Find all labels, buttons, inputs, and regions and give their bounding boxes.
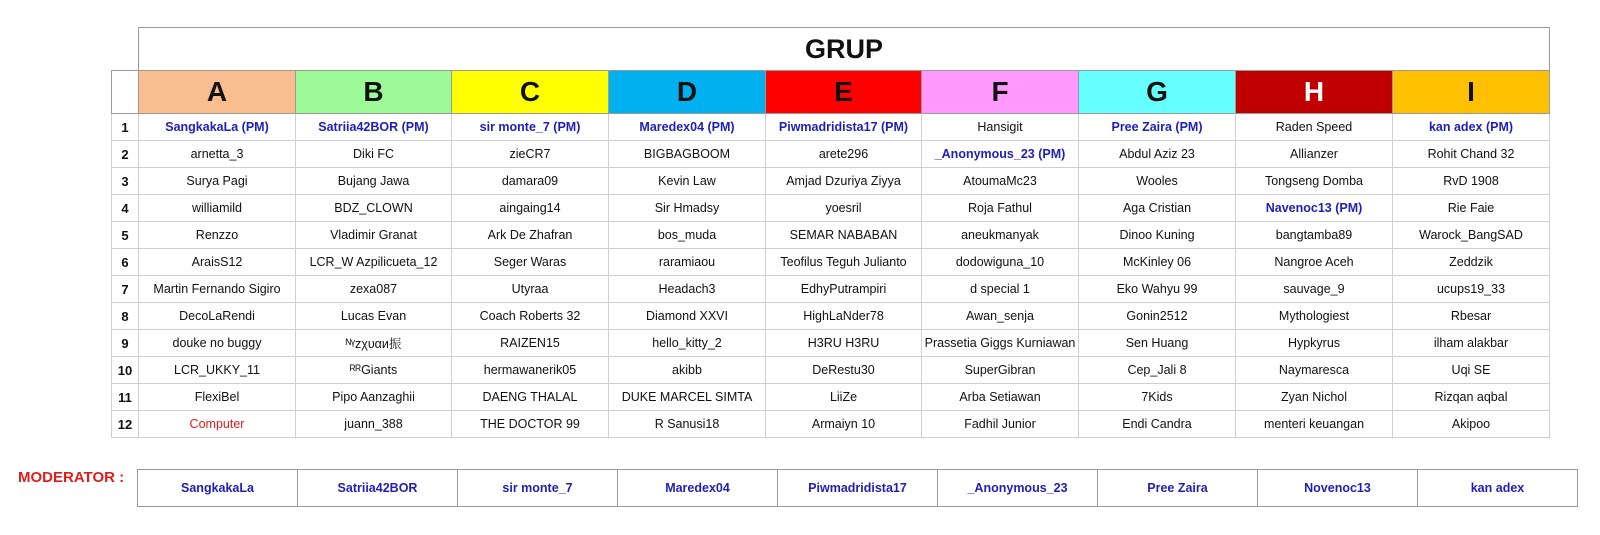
moderator-name: kan adex bbox=[1418, 470, 1578, 507]
player-cell: McKinley 06 bbox=[1079, 249, 1236, 276]
player-cell: EdhyPutrampiri bbox=[766, 276, 922, 303]
player-cell: Gonin2512 bbox=[1079, 303, 1236, 330]
player-cell: Armaiyn 10 bbox=[766, 411, 922, 438]
player-cell: FlexiBel bbox=[139, 384, 296, 411]
player-cell: Naymaresca bbox=[1236, 357, 1393, 384]
player-cell: Wooles bbox=[1079, 168, 1236, 195]
group-header-a: A bbox=[139, 71, 296, 114]
player-cell: juann_388 bbox=[296, 411, 452, 438]
player-cell: Sen Huang bbox=[1079, 330, 1236, 357]
player-cell: raramiaou bbox=[609, 249, 766, 276]
player-cell: LiiZe bbox=[766, 384, 922, 411]
player-cell: RvD 1908 bbox=[1393, 168, 1550, 195]
moderator-name: Maredex04 bbox=[618, 470, 778, 507]
group-header-f: F bbox=[922, 71, 1079, 114]
player-cell: SangkakaLa (PM) bbox=[139, 114, 296, 141]
player-cell: Aga Cristian bbox=[1079, 195, 1236, 222]
player-cell: damara09 bbox=[452, 168, 609, 195]
player-cell: Cep_Jali 8 bbox=[1079, 357, 1236, 384]
player-cell: Computer bbox=[139, 411, 296, 438]
moderator-row bbox=[138, 470, 1578, 507]
row-number: 11 bbox=[112, 384, 139, 411]
player-cell: Diamond XXVI bbox=[609, 303, 766, 330]
player-cell: sir monte_7 (PM) bbox=[452, 114, 609, 141]
player-cell: HighLaNder78 bbox=[766, 303, 922, 330]
player-cell: williamild bbox=[139, 195, 296, 222]
player-cell: Warock_BangSAD bbox=[1393, 222, 1550, 249]
player-cell: Coach Roberts 32 bbox=[452, 303, 609, 330]
moderator-name: Piwmadridista17 bbox=[778, 470, 938, 507]
row-number: 2 bbox=[112, 141, 139, 168]
player-cell: THE DOCTOR 99 bbox=[452, 411, 609, 438]
player-cell: DecoLaRendi bbox=[139, 303, 296, 330]
player-cell: Pipo Aanzaghii bbox=[296, 384, 452, 411]
group-header-h: H bbox=[1236, 71, 1393, 114]
player-cell: Endi Candra bbox=[1079, 411, 1236, 438]
player-cell: Abdul Aziz 23 bbox=[1079, 141, 1236, 168]
player-cell: Teofilus Teguh Julianto bbox=[766, 249, 922, 276]
player-cell: Tongseng Domba bbox=[1236, 168, 1393, 195]
player-cell: Rizqan aqbal bbox=[1393, 384, 1550, 411]
player-cell: dodowiguna_10 bbox=[922, 249, 1079, 276]
row-number: 1 bbox=[112, 114, 139, 141]
player-cell: Hypkyrus bbox=[1236, 330, 1393, 357]
player-cell: Pree Zaira (PM) bbox=[1079, 114, 1236, 141]
group-table bbox=[111, 27, 1550, 438]
player-cell: ᴺᵞzχυαи振 bbox=[296, 330, 452, 357]
moderator-name: sir monte_7 bbox=[458, 470, 618, 507]
moderator-name: Satriia42BOR bbox=[298, 470, 458, 507]
player-cell: H3RU H3RU bbox=[766, 330, 922, 357]
group-header-i: I bbox=[1393, 71, 1550, 114]
player-cell: zieCR7 bbox=[452, 141, 609, 168]
player-cell: BIGBAGBOOM bbox=[609, 141, 766, 168]
player-cell: douke no buggy bbox=[139, 330, 296, 357]
table-row bbox=[112, 411, 1550, 438]
row-number: 12 bbox=[112, 411, 139, 438]
player-cell: Dinoo Kuning bbox=[1079, 222, 1236, 249]
player-cell: _Anonymous_23 (PM) bbox=[922, 141, 1079, 168]
table-row bbox=[112, 168, 1550, 195]
player-cell: Allianzer bbox=[1236, 141, 1393, 168]
player-cell: hello_kitty_2 bbox=[609, 330, 766, 357]
player-cell: aneukmanyak bbox=[922, 222, 1079, 249]
player-cell: yoesril bbox=[766, 195, 922, 222]
player-cell: R Sanusi18 bbox=[609, 411, 766, 438]
row-number: 6 bbox=[112, 249, 139, 276]
group-letter-row bbox=[112, 71, 1550, 114]
player-cell: Raden Speed bbox=[1236, 114, 1393, 141]
player-cell: Uqi SE bbox=[1393, 357, 1550, 384]
player-cell: Piwmadridista17 (PM) bbox=[766, 114, 922, 141]
row-number: 7 bbox=[112, 276, 139, 303]
player-cell: Vladimir Granat bbox=[296, 222, 452, 249]
player-cell: Surya Pagi bbox=[139, 168, 296, 195]
player-cell: Kevin Law bbox=[609, 168, 766, 195]
player-cell: LCR_UKKY_11 bbox=[139, 357, 296, 384]
player-cell: menteri keuangan bbox=[1236, 411, 1393, 438]
player-cell: Utyraa bbox=[452, 276, 609, 303]
player-cell: hermawanerik05 bbox=[452, 357, 609, 384]
player-cell: zexa087 bbox=[296, 276, 452, 303]
player-cell: ucups19_33 bbox=[1393, 276, 1550, 303]
player-cell: bos_muda bbox=[609, 222, 766, 249]
player-cell: DeRestu30 bbox=[766, 357, 922, 384]
player-rows bbox=[112, 114, 1550, 438]
player-cell: Martin Fernando Sigiro bbox=[139, 276, 296, 303]
corner-blank bbox=[112, 71, 139, 114]
player-cell: Lucas Evan bbox=[296, 303, 452, 330]
table-row bbox=[112, 222, 1550, 249]
player-cell: SEMAR NABABAN bbox=[766, 222, 922, 249]
player-cell: RAIZEN15 bbox=[452, 330, 609, 357]
player-cell: Rie Faie bbox=[1393, 195, 1550, 222]
player-cell: bangtamba89 bbox=[1236, 222, 1393, 249]
row-number: 10 bbox=[112, 357, 139, 384]
player-cell: Amjad Dzuriya Ziyya bbox=[766, 168, 922, 195]
player-cell: Zeddzik bbox=[1393, 249, 1550, 276]
moderator-name: Pree Zaira bbox=[1098, 470, 1258, 507]
player-cell: kan adex (PM) bbox=[1393, 114, 1550, 141]
table-row bbox=[112, 114, 1550, 141]
player-cell: SuperGibran bbox=[922, 357, 1079, 384]
title-row bbox=[112, 28, 1550, 71]
player-cell: Hansigit bbox=[922, 114, 1079, 141]
player-cell: Arba Setiawan bbox=[922, 384, 1079, 411]
player-cell: Navenoc13 (PM) bbox=[1236, 195, 1393, 222]
moderator-table bbox=[137, 469, 1578, 507]
corner-blank bbox=[112, 28, 139, 71]
player-cell: arete296 bbox=[766, 141, 922, 168]
player-cell: Sir Hmadsy bbox=[609, 195, 766, 222]
table-row bbox=[112, 357, 1550, 384]
player-cell: BDZ_CLOWN bbox=[296, 195, 452, 222]
table-row bbox=[112, 330, 1550, 357]
player-cell: Rohit Chand 32 bbox=[1393, 141, 1550, 168]
group-header-e: E bbox=[766, 71, 922, 114]
player-cell: d special 1 bbox=[922, 276, 1079, 303]
player-cell: Prassetia Giggs Kurniawan bbox=[922, 330, 1079, 357]
table-row bbox=[112, 141, 1550, 168]
player-cell: 7Kids bbox=[1079, 384, 1236, 411]
group-header-c: C bbox=[452, 71, 609, 114]
player-cell: akibb bbox=[609, 357, 766, 384]
player-cell: Diki FC bbox=[296, 141, 452, 168]
table-title: GRUP bbox=[139, 28, 1550, 71]
table-row bbox=[112, 195, 1550, 222]
moderator-name: SangkakaLa bbox=[138, 470, 298, 507]
player-cell: Akipoo bbox=[1393, 411, 1550, 438]
player-cell: LCR_W Azpilicueta_12 bbox=[296, 249, 452, 276]
group-header-d: D bbox=[609, 71, 766, 114]
table-row bbox=[112, 303, 1550, 330]
player-cell: ᴿᴿGiants bbox=[296, 357, 452, 384]
row-number: 3 bbox=[112, 168, 139, 195]
player-cell: ilham alakbar bbox=[1393, 330, 1550, 357]
player-cell: Fadhil Junior bbox=[922, 411, 1079, 438]
player-cell: AtoumaMc23 bbox=[922, 168, 1079, 195]
moderator-name: Novenoc13 bbox=[1258, 470, 1418, 507]
player-cell: Ark De Zhafran bbox=[452, 222, 609, 249]
table-row bbox=[112, 384, 1550, 411]
row-number: 9 bbox=[112, 330, 139, 357]
player-cell: DAENG THALAL bbox=[452, 384, 609, 411]
player-cell: DUKE MARCEL SIMTA bbox=[609, 384, 766, 411]
row-number: 4 bbox=[112, 195, 139, 222]
group-header-g: G bbox=[1079, 71, 1236, 114]
player-cell: Awan_senja bbox=[922, 303, 1079, 330]
player-cell: Maredex04 (PM) bbox=[609, 114, 766, 141]
player-cell: AraisS12 bbox=[139, 249, 296, 276]
moderator-name: _Anonymous_23 bbox=[938, 470, 1098, 507]
table-row bbox=[112, 249, 1550, 276]
player-cell: aingaing14 bbox=[452, 195, 609, 222]
player-cell: Satriia42BOR (PM) bbox=[296, 114, 452, 141]
player-cell: Renzzo bbox=[139, 222, 296, 249]
row-number: 5 bbox=[112, 222, 139, 249]
player-cell: Eko Wahyu 99 bbox=[1079, 276, 1236, 303]
player-cell: sauvage_9 bbox=[1236, 276, 1393, 303]
player-cell: Roja Fathul bbox=[922, 195, 1079, 222]
player-cell: Mythologiest bbox=[1236, 303, 1393, 330]
player-cell: Nangroe Aceh bbox=[1236, 249, 1393, 276]
player-cell: Rbesar bbox=[1393, 303, 1550, 330]
player-cell: Bujang Jawa bbox=[296, 168, 452, 195]
group-header-b: B bbox=[296, 71, 452, 114]
player-cell: arnetta_3 bbox=[139, 141, 296, 168]
table-row bbox=[112, 276, 1550, 303]
moderator-label: MODERATOR : bbox=[18, 469, 125, 486]
player-cell: Seger Waras bbox=[452, 249, 609, 276]
player-cell: Headach3 bbox=[609, 276, 766, 303]
player-cell: Zyan Nichol bbox=[1236, 384, 1393, 411]
row-number: 8 bbox=[112, 303, 139, 330]
